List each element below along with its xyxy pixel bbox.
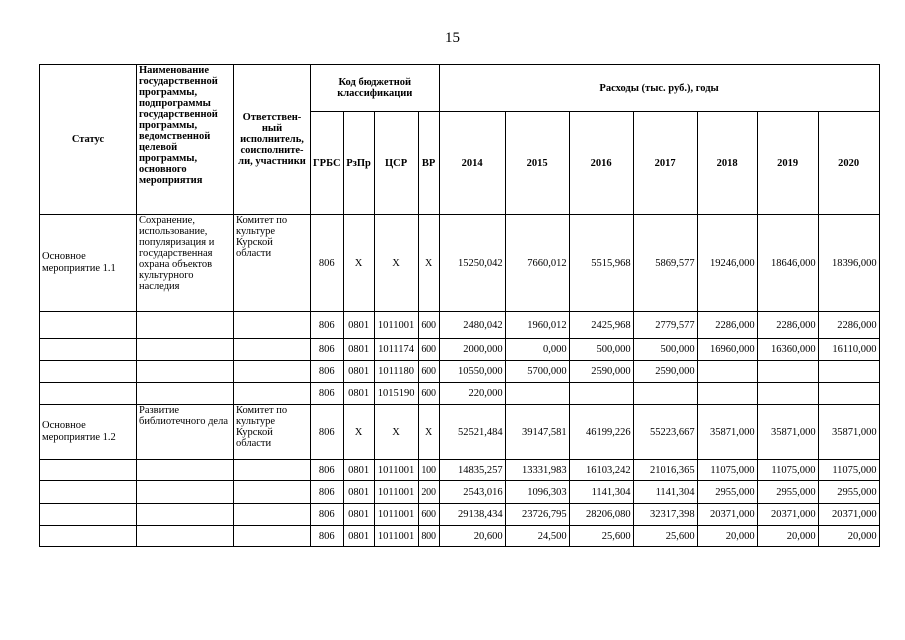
program-name-cell: Развитие библиотечного дела bbox=[137, 405, 234, 460]
program-name-cell bbox=[137, 339, 234, 361]
grbs-cell: 806 bbox=[311, 460, 344, 481]
grbs-cell: 806 bbox=[311, 383, 344, 405]
grbs-cell: 806 bbox=[311, 405, 344, 460]
header-expenses: Расходы (тыс. руб.), годы bbox=[439, 65, 879, 112]
page-number: 15 bbox=[445, 30, 460, 46]
executor-cell bbox=[234, 481, 311, 504]
value-cell-2016: 25,600 bbox=[569, 526, 633, 547]
csr-cell: 1011001 bbox=[374, 504, 418, 526]
value-cell-2014: 52521,484 bbox=[439, 405, 505, 460]
value-cell-2016: 46199,226 bbox=[569, 405, 633, 460]
executor-cell bbox=[234, 339, 311, 361]
csr-cell: 1011001 bbox=[374, 526, 418, 547]
program-name-cell bbox=[137, 504, 234, 526]
value-cell-2019: 20,000 bbox=[757, 526, 818, 547]
vr-cell: Х bbox=[418, 215, 439, 312]
value-cell-2014: 220,000 bbox=[439, 383, 505, 405]
program-name-cell bbox=[137, 526, 234, 547]
executor-cell: Комитет по культуре Курской области bbox=[234, 215, 311, 312]
header-vr: ВР bbox=[418, 112, 439, 215]
rzpr-cell: Х bbox=[343, 215, 374, 312]
vr-cell: 600 bbox=[418, 383, 439, 405]
csr-cell: 1011001 bbox=[374, 481, 418, 504]
value-cell-2019: 20371,000 bbox=[757, 504, 818, 526]
value-cell-2020: 20,000 bbox=[818, 526, 879, 547]
grbs-cell: 806 bbox=[311, 312, 344, 339]
status-cell bbox=[40, 339, 137, 361]
program-name-cell bbox=[137, 460, 234, 481]
csr-cell: 1011174 bbox=[374, 339, 418, 361]
value-cell-2018 bbox=[697, 383, 757, 405]
grbs-cell: 806 bbox=[311, 361, 344, 383]
executor-cell: Комитет по культуре Курской области bbox=[234, 405, 311, 460]
status-cell bbox=[40, 504, 137, 526]
budget-table bbox=[39, 64, 880, 547]
table-row bbox=[40, 405, 880, 460]
status-cell bbox=[40, 460, 137, 481]
program-name-cell bbox=[137, 361, 234, 383]
vr-cell: 600 bbox=[418, 339, 439, 361]
header-year-2014: 2014 bbox=[439, 112, 505, 215]
vr-cell: Х bbox=[418, 405, 439, 460]
vr-cell: 100 bbox=[418, 460, 439, 481]
value-cell-2015 bbox=[505, 383, 569, 405]
value-cell-2017: 25,600 bbox=[633, 526, 697, 547]
vr-cell: 800 bbox=[418, 526, 439, 547]
header-year-2015: 2015 bbox=[505, 112, 569, 215]
header-status: Статус bbox=[40, 65, 137, 215]
rzpr-cell: 0801 bbox=[343, 460, 374, 481]
value-cell-2017: 21016,365 bbox=[633, 460, 697, 481]
header-program-name: Наименование государственной программы, подпрограммы государственной программы, ведомственной целевой программы, основного мероприятия bbox=[137, 65, 234, 215]
executor-cell bbox=[234, 504, 311, 526]
csr-cell: 1011001 bbox=[374, 460, 418, 481]
value-cell-2015: 39147,581 bbox=[505, 405, 569, 460]
value-cell-2020 bbox=[818, 361, 879, 383]
table-row bbox=[40, 312, 880, 339]
vr-cell: 200 bbox=[418, 481, 439, 504]
csr-cell: 1011180 bbox=[374, 361, 418, 383]
csr-cell: Х bbox=[374, 405, 418, 460]
header-year-2016: 2016 bbox=[569, 112, 633, 215]
table-row bbox=[40, 481, 880, 504]
status-cell: Основное мероприятие 1.2 bbox=[40, 405, 137, 460]
value-cell-2018: 11075,000 bbox=[697, 460, 757, 481]
value-cell-2020: 2955,000 bbox=[818, 481, 879, 504]
header-year-2020: 2020 bbox=[818, 112, 879, 215]
value-cell-2015: 1096,303 bbox=[505, 481, 569, 504]
value-cell-2016: 500,000 bbox=[569, 339, 633, 361]
value-cell-2019: 2286,000 bbox=[757, 312, 818, 339]
value-cell-2019: 35871,000 bbox=[757, 405, 818, 460]
header-year-2017: 2017 bbox=[633, 112, 697, 215]
executor-cell bbox=[234, 460, 311, 481]
program-name-cell bbox=[137, 383, 234, 405]
value-cell-2020: 20371,000 bbox=[818, 504, 879, 526]
value-cell-2018: 2286,000 bbox=[697, 312, 757, 339]
table-row bbox=[40, 383, 880, 405]
header-year-2019: 2019 bbox=[757, 112, 818, 215]
value-cell-2020 bbox=[818, 383, 879, 405]
csr-cell: 1015190 bbox=[374, 383, 418, 405]
status-cell bbox=[40, 481, 137, 504]
value-cell-2020: 2286,000 bbox=[818, 312, 879, 339]
header-rzpr: РзПр bbox=[343, 112, 374, 215]
executor-cell bbox=[234, 361, 311, 383]
value-cell-2014: 29138,434 bbox=[439, 504, 505, 526]
value-cell-2018: 16960,000 bbox=[697, 339, 757, 361]
grbs-cell: 806 bbox=[311, 504, 344, 526]
status-cell bbox=[40, 361, 137, 383]
rzpr-cell: 0801 bbox=[343, 526, 374, 547]
value-cell-2015: 13331,983 bbox=[505, 460, 569, 481]
grbs-cell: 806 bbox=[311, 526, 344, 547]
value-cell-2014: 14835,257 bbox=[439, 460, 505, 481]
table-row bbox=[40, 460, 880, 481]
value-cell-2015: 7660,012 bbox=[505, 215, 569, 312]
value-cell-2018: 35871,000 bbox=[697, 405, 757, 460]
value-cell-2015: 0,000 bbox=[505, 339, 569, 361]
value-cell-2016: 2590,000 bbox=[569, 361, 633, 383]
vr-cell: 600 bbox=[418, 312, 439, 339]
value-cell-2014: 10550,000 bbox=[439, 361, 505, 383]
value-cell-2019 bbox=[757, 361, 818, 383]
executor-cell bbox=[234, 526, 311, 547]
rzpr-cell: 0801 bbox=[343, 481, 374, 504]
value-cell-2015: 1960,012 bbox=[505, 312, 569, 339]
value-cell-2017: 32317,398 bbox=[633, 504, 697, 526]
rzpr-cell: 0801 bbox=[343, 361, 374, 383]
vr-cell: 600 bbox=[418, 361, 439, 383]
value-cell-2014: 15250,042 bbox=[439, 215, 505, 312]
value-cell-2019: 18646,000 bbox=[757, 215, 818, 312]
value-cell-2020: 11075,000 bbox=[818, 460, 879, 481]
value-cell-2016: 28206,080 bbox=[569, 504, 633, 526]
grbs-cell: 806 bbox=[311, 339, 344, 361]
value-cell-2016: 16103,242 bbox=[569, 460, 633, 481]
value-cell-2018: 20371,000 bbox=[697, 504, 757, 526]
program-name-cell bbox=[137, 312, 234, 339]
value-cell-2017: 2590,000 bbox=[633, 361, 697, 383]
grbs-cell: 806 bbox=[311, 215, 344, 312]
table-body bbox=[40, 215, 880, 547]
header-executor: Ответствен-ный исполнитель, соисполните-ли, участники bbox=[234, 65, 311, 215]
value-cell-2015: 24,500 bbox=[505, 526, 569, 547]
value-cell-2014: 2480,042 bbox=[439, 312, 505, 339]
header-grbs: ГРБС bbox=[311, 112, 344, 215]
value-cell-2017: 5869,577 bbox=[633, 215, 697, 312]
value-cell-2014: 2000,000 bbox=[439, 339, 505, 361]
value-cell-2016: 2425,968 bbox=[569, 312, 633, 339]
status-cell bbox=[40, 383, 137, 405]
rzpr-cell: 0801 bbox=[343, 312, 374, 339]
header-year-2018: 2018 bbox=[697, 112, 757, 215]
table-row bbox=[40, 361, 880, 383]
rzpr-cell: 0801 bbox=[343, 504, 374, 526]
value-cell-2017: 500,000 bbox=[633, 339, 697, 361]
value-cell-2019: 16360,000 bbox=[757, 339, 818, 361]
value-cell-2017: 1141,304 bbox=[633, 481, 697, 504]
value-cell-2017 bbox=[633, 383, 697, 405]
value-cell-2020: 35871,000 bbox=[818, 405, 879, 460]
program-name-cell bbox=[137, 481, 234, 504]
value-cell-2018: 19246,000 bbox=[697, 215, 757, 312]
value-cell-2019 bbox=[757, 383, 818, 405]
value-cell-2018: 20,000 bbox=[697, 526, 757, 547]
value-cell-2016: 5515,968 bbox=[569, 215, 633, 312]
value-cell-2016 bbox=[569, 383, 633, 405]
value-cell-2019: 11075,000 bbox=[757, 460, 818, 481]
rzpr-cell: Х bbox=[343, 405, 374, 460]
value-cell-2014: 2543,016 bbox=[439, 481, 505, 504]
status-cell bbox=[40, 312, 137, 339]
value-cell-2017: 55223,667 bbox=[633, 405, 697, 460]
executor-cell bbox=[234, 312, 311, 339]
value-cell-2015: 5700,000 bbox=[505, 361, 569, 383]
grbs-cell: 806 bbox=[311, 481, 344, 504]
value-cell-2014: 20,600 bbox=[439, 526, 505, 547]
table-row bbox=[40, 526, 880, 547]
header-budget-code: Код бюджетной классификации bbox=[311, 65, 440, 112]
value-cell-2018 bbox=[697, 361, 757, 383]
program-name-cell: Сохранение, использование, популяризация и государственная охрана объектов культурного наследия bbox=[137, 215, 234, 312]
value-cell-2016: 1141,304 bbox=[569, 481, 633, 504]
csr-cell: 1011001 bbox=[374, 312, 418, 339]
value-cell-2020: 18396,000 bbox=[818, 215, 879, 312]
value-cell-2017: 2779,577 bbox=[633, 312, 697, 339]
value-cell-2020: 16110,000 bbox=[818, 339, 879, 361]
value-cell-2015: 23726,795 bbox=[505, 504, 569, 526]
table-row bbox=[40, 215, 880, 312]
rzpr-cell: 0801 bbox=[343, 339, 374, 361]
status-cell bbox=[40, 526, 137, 547]
executor-cell bbox=[234, 383, 311, 405]
status-cell: Основное мероприятие 1.1 bbox=[40, 215, 137, 312]
value-cell-2018: 2955,000 bbox=[697, 481, 757, 504]
table-row bbox=[40, 339, 880, 361]
table-row bbox=[40, 504, 880, 526]
header-csr: ЦСР bbox=[374, 112, 418, 215]
vr-cell: 600 bbox=[418, 504, 439, 526]
csr-cell: Х bbox=[374, 215, 418, 312]
value-cell-2019: 2955,000 bbox=[757, 481, 818, 504]
rzpr-cell: 0801 bbox=[343, 383, 374, 405]
